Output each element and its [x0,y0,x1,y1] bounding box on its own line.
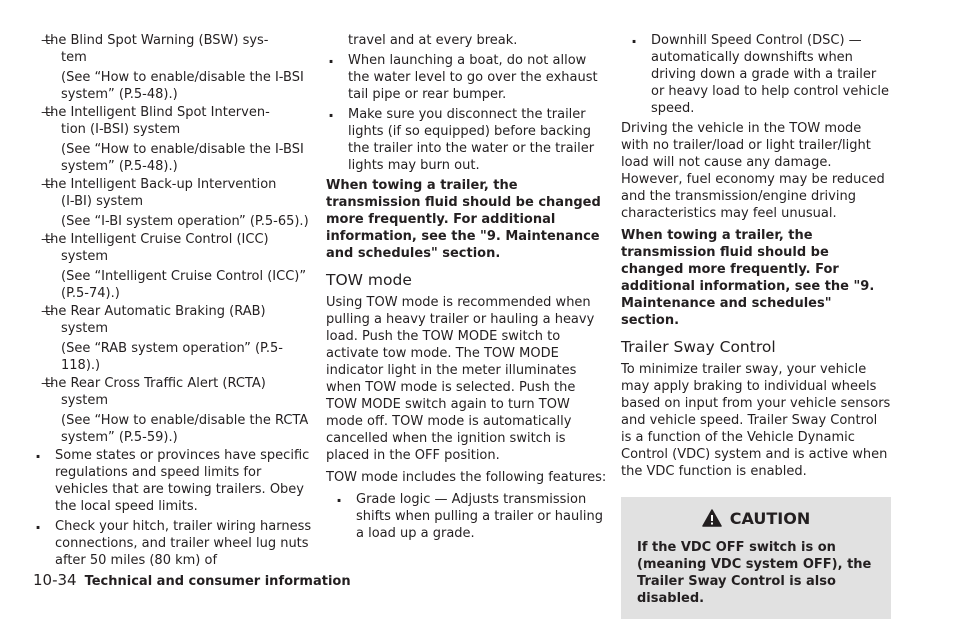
caution-header [637,509,875,527]
item-text: system [61,393,108,408]
page-footer [33,571,351,589]
cross-reference: (See “How to enable/disable the I-BSI system” (P.5-48).) [61,142,304,174]
caution-text: If the VDC OFF switch is on (meaning VDC system OFF), the Trailer Sway Control is also disabled. [637,540,872,606]
sub-bullet-item: . Downhill Speed Control (DSC) — automatically downshifts when driving down a grade with a trailer or heavy load to help control vehicle speed. [621,32,891,117]
warning-icon [702,509,722,527]
column-middle [326,32,610,545]
item-lead-text: — the Intelligent Back-up Intervention [45,177,277,192]
bold-note: When towing a trailer, the transmission fluid should be changed more frequently. For additional information, see the "9. Maintenance and schedules" section. [326,178,601,261]
paragraph: TOW mode includes the following features: [326,470,607,485]
cross-reference: (See “How to enable/disable the RCTA system” (P.5-59).) [61,413,309,445]
list-item [33,231,317,302]
item-text: tem [61,50,87,65]
list-item [33,176,317,230]
cross-reference: (See “Intelligent Cruise Control (ICC)” (P.5-74).) [61,269,307,301]
caution-box [621,497,891,619]
page-number: 10-34 [33,571,77,589]
bullet-item: . Some states or provinces have specific regulations and speed limits for vehicles that are towing trailers. Obey the local speed limits. [33,447,317,515]
continued-text: travel and at every break. [348,33,518,48]
bullet-item: . Check your hitch, trailer wiring harness connections, and trailer wheel lug nuts after 50 miles (80 km) of [33,518,317,569]
cross-reference: (See “I-BI system operation” (P.5-65).) [61,214,309,229]
paragraph: Using TOW mode is recommended when pulling a heavy trailer or hauling a heavy load. Push the TOW MODE switch to activate tow mode. The TOW MODE indicator light in the meter illuminates when TOW mode is selected. Push the TOW MODE switch again to turn TOW mode off. TOW mode is automatically cancelled when the ignition switch is placed in the OFF position. [326,295,595,463]
column-right [621,32,891,619]
bold-note: When towing a trailer, the transmission fluid should be changed more frequently. For additional information, see the "9. Maintenance and schedules" section. [621,228,875,328]
item-lead-text: — the Intelligent Cruise Control (ICC) [45,232,269,247]
item-lead-text: — the Rear Automatic Braking (RAB) [45,304,266,319]
list-item [33,104,317,175]
cross-reference: (See “RAB system operation” (P.5-118).) [61,341,283,373]
cross-reference: (See “How to enable/disable the I-BSI system” (P.5-48).) [61,70,304,102]
caution-title: CAUTION [729,508,811,528]
item-lead-text: — the Intelligent Blind Spot Interven- [45,105,270,120]
paragraph: Driving the vehicle in the TOW mode with no trailer/load or light trailer/light load will not cause any damage. However, fuel economy may be reduced and the transmission/engine driving characteristics may feel unusual. [621,121,885,221]
bullet-item: . Make sure you disconnect the trailer lights (if so equipped) before backing the trailer into the water or the trailer lights may burn out. [326,106,610,174]
section-title: Technical and consumer information [84,574,351,589]
item-text: system [61,249,108,264]
paragraph: To minimize trailer sway, your vehicle may apply braking to individual wheels based on input from your vehicle sensors and vehicle speed. Trailer Sway Control is a function of the Vehicle Dynamic Control (VDC) system and is active when the VDC function is enabled. [621,362,891,479]
item-text: (I-BI) system [61,194,144,209]
item-text: system [61,321,108,336]
list-item [33,32,317,103]
item-lead-text: — the Rear Cross Traffic Alert (RCTA) [45,376,266,391]
list-item [33,375,317,446]
item-lead-text: — the Blind Spot Warning (BSW) sys- [45,33,269,48]
sub-bullet-item: . Grade logic — Adjusts transmission shifts when pulling a trailer or hauling a load up a grade. [326,491,610,542]
bullet-item: . When launching a boat, do not allow the water level to go over the exhaust tail pipe or rear bumper. [326,52,610,103]
column-left [33,32,317,572]
item-text: tion (I-BSI) system [61,122,181,137]
section-heading: TOW mode [326,271,412,289]
section-heading: Trailer Sway Control [621,338,776,356]
list-item [33,303,317,374]
